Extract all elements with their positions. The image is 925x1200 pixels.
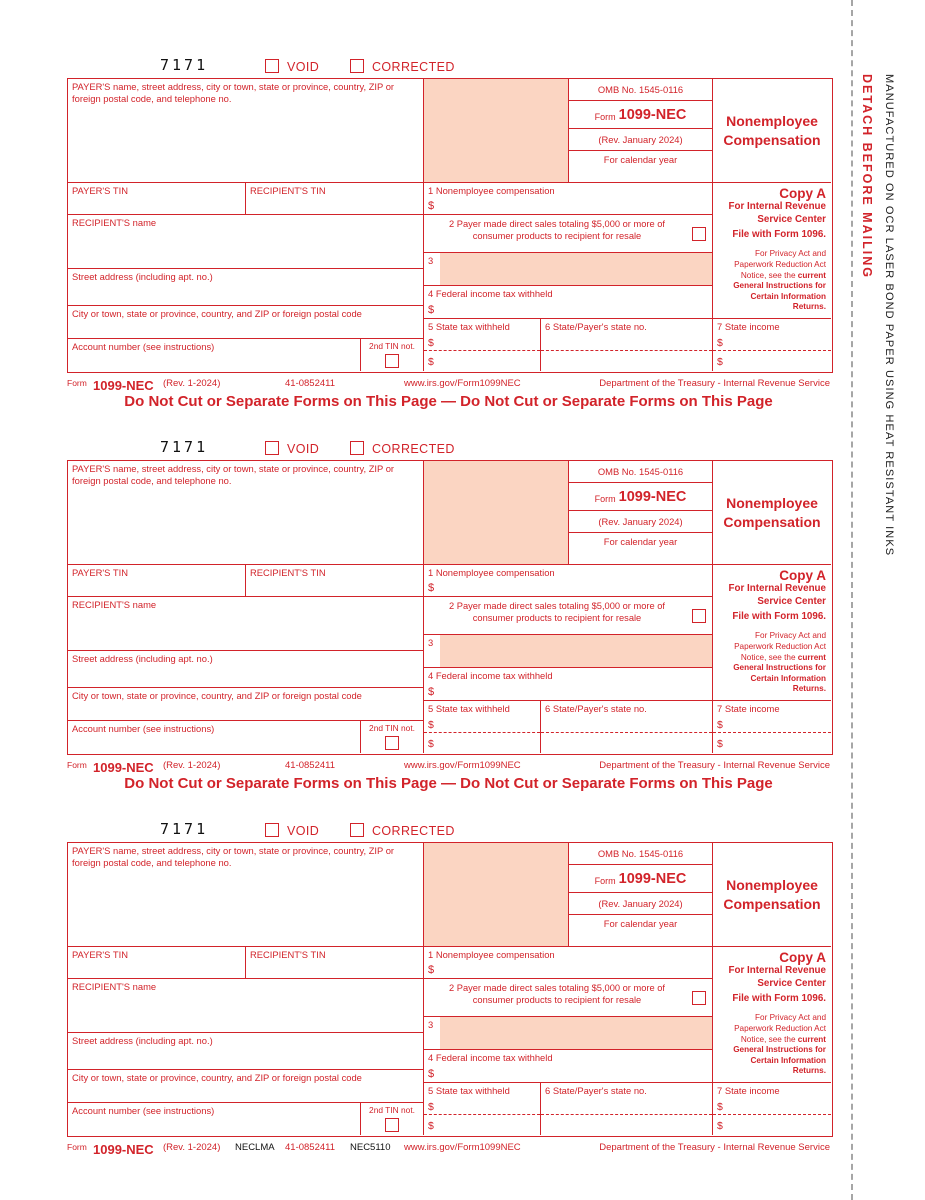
calendar-year-field[interactable] [569,151,713,183]
dollar-sign: $ [428,356,434,368]
city-state-zip-label: City or town, state or province, country, and ZIP or foreign postal code [72,1072,362,1083]
form-title-line2: Compensation [723,895,821,912]
form-header-row [67,56,830,78]
box6-state-payer-number-field[interactable] [541,1083,713,1135]
shaded-area-top [424,843,569,947]
do-not-cut-notice: Do Not Cut or Separate Forms on This Page — Do Not Cut or Separate Forms on This Page [124,775,773,792]
box5-state-tax-withheld-field[interactable] [424,1083,541,1135]
box6-label: 6 State/Payer's state no. [545,321,647,332]
state-income-row-1[interactable] [713,1096,831,1115]
box7-label: 7 State income [717,1085,780,1096]
dollar-sign: $ [428,1068,435,1080]
dollar-sign: $ [717,337,723,349]
form-header-row [67,438,830,460]
form-title-line1: Nonemployee [726,113,818,130]
footer-irs-url: www.irs.gov/Form1099NEC [404,760,521,771]
payer-tin-field[interactable] [68,183,246,215]
state-number-row-1[interactable] [541,332,712,351]
corrected-checkbox[interactable] [350,823,364,837]
state-income-row-1[interactable] [713,714,831,733]
payer-tin-label: PAYER'S TIN [72,185,128,196]
street-address-label: Street address (including apt. no.) [72,1035,213,1046]
box2-checkbox[interactable] [692,991,706,1005]
form-body [67,842,833,1137]
dollar-sign: $ [428,964,435,976]
state-number-row-2[interactable] [541,352,712,369]
box6-label: 6 State/Payer's state no. [545,1085,647,1096]
second-tin-notice-checkbox[interactable] [385,736,399,750]
paper-stock-notice-text: MANUFACTURED ON OCR LASER BOND PAPER USING HEAT RESISTANT INKS [883,74,895,557]
form-number: 1099-NEC [618,488,687,505]
ocr-form-code: 7171 [160,820,209,838]
dollar-sign: $ [428,1101,434,1113]
void-label: VOID [287,442,320,456]
corrected-label: CORRECTED [372,824,455,838]
account-number-field[interactable] [68,1103,361,1135]
recipient-tin-field[interactable] [246,565,424,597]
payer-tin-field[interactable] [68,565,246,597]
street-address-field[interactable] [68,269,424,306]
box3-reserved-cell [424,253,713,286]
copy-a-cell [713,947,831,1083]
state-tax-row-2[interactable] [424,352,540,369]
dollar-sign: $ [428,304,435,316]
recipient-tin-label: RECIPIENT'S TIN [250,185,326,196]
box6-label: 6 State/Payer's state no. [545,703,647,714]
box1-label: 1 Nonemployee compensation [428,567,555,578]
privacy-act-notice [718,631,826,695]
box1-nonemployee-compensation-field[interactable] [424,565,713,597]
city-state-zip-label: City or town, state or province, country, and ZIP or foreign postal code [72,308,362,319]
privacy-bold-text: current General Instructions for Certain Information Returns. [733,652,826,694]
recipient-name-label: RECIPIENT'S name [72,599,157,610]
street-address-label: Street address (including apt. no.) [72,271,213,282]
calendar-year-label: For calendar year [603,154,678,165]
form-word: Form [594,111,616,122]
revision-date: (Rev. January 2024) [598,516,683,527]
box5-state-tax-withheld-field[interactable] [424,319,541,371]
payer-tin-label: PAYER'S TIN [72,567,128,578]
footer-form-number: 1099-NEC [93,378,154,393]
ocr-form-code: 7171 [160,438,209,456]
second-tin-notice-label: 2nd TIN not. [369,341,415,351]
dollar-sign: $ [428,337,434,349]
omb-number-cell [569,843,713,865]
second-tin-notice-label: 2nd TIN not. [369,723,415,733]
second-tin-notice-cell [361,1103,424,1135]
state-number-row-1[interactable] [541,1096,712,1115]
box2-checkbox[interactable] [692,227,706,241]
payer-info-field[interactable] [68,79,424,183]
footer-treasury-dept: Department of the Treasury - Internal Revenue Service [599,1142,830,1153]
void-label: VOID [287,60,320,74]
state-income-row-1[interactable] [713,332,831,351]
dollar-sign: $ [717,356,723,368]
footer-cat-number: 41-0852411 [285,1142,336,1153]
account-number-label: Account number (see instructions) [72,1105,215,1116]
state-tax-row-1[interactable] [424,714,540,733]
privacy-act-notice [718,249,826,313]
form-1099nec-copy-a [0,438,851,820]
street-address-label: Street address (including apt. no.) [72,653,213,664]
footer-treasury-dept: Department of the Treasury - Internal Revenue Service [599,760,830,771]
footer-form-number: 1099-NEC [93,760,154,775]
recipient-tin-field[interactable] [246,947,424,979]
dollar-sign: $ [428,686,435,698]
state-number-row-2[interactable] [541,1116,712,1133]
box2-direct-sales-cell [424,215,713,253]
form-1099nec-copy-a [0,820,851,1200]
state-number-row-1[interactable] [541,714,712,733]
state-tax-row-2[interactable] [424,734,540,751]
dollar-sign: $ [428,719,434,731]
calendar-year-field[interactable] [569,533,713,565]
account-number-label: Account number (see instructions) [72,341,215,352]
payer-tin-field[interactable] [68,947,246,979]
payer-info-label: PAYER'S name, street address, city or town, state or province, country, ZIP or foreign postal code, and telephone no. [72,845,395,868]
perforation-line [851,0,853,1200]
city-state-zip-field[interactable] [68,306,424,339]
footer-treasury-dept: Department of the Treasury - Internal Revenue Service [599,378,830,389]
form-number: 1099-NEC [618,870,687,887]
dollar-sign: $ [717,738,723,750]
void-checkbox[interactable] [265,441,279,455]
form-body [67,78,833,373]
form-footer [67,1138,830,1157]
recipient-tin-label: RECIPIENT'S TIN [250,949,326,960]
privacy-plain-text: For Privacy Act and Paperwork Reduction Act Notice, see the [734,249,826,280]
account-number-label: Account number (see instructions) [72,723,215,734]
privacy-bold-text: current General Instructions for Certain Information Returns. [733,270,826,312]
footer-revision: (Rev. 1-2024) [163,1142,221,1153]
state-income-row-2[interactable] [713,734,831,751]
box1-nonemployee-compensation-field[interactable] [424,947,713,979]
privacy-bold-text: current General Instructions for Certain Information Returns. [733,1034,826,1076]
omb-number-cell [569,461,713,483]
corrected-label: CORRECTED [372,442,455,456]
state-tax-row-2[interactable] [424,1116,540,1133]
box4-label: 4 Federal income tax withheld [428,288,553,299]
second-tin-notice-checkbox[interactable] [385,354,399,368]
dollar-sign: $ [717,1120,723,1132]
form-word: Form [594,493,616,504]
revision-date-cell [569,129,713,151]
file-with-1096-label: File with Form 1096. [732,611,826,623]
revision-date: (Rev. January 2024) [598,134,683,145]
payer-info-field[interactable] [68,461,424,565]
box4-label: 4 Federal income tax withheld [428,1052,553,1063]
do-not-cut-notice: Do Not Cut or Separate Forms on This Page — Do Not Cut or Separate Forms on This Page [124,393,773,410]
box7-state-income-field[interactable] [713,1083,831,1135]
account-number-field[interactable] [68,339,361,371]
state-income-row-2[interactable] [713,1116,831,1133]
ocr-form-code: 7171 [160,56,209,74]
box7-label: 7 State income [717,703,780,714]
state-tax-row-1[interactable] [424,332,540,351]
omb-number: OMB No. 1545-0116 [597,848,684,859]
recipient-name-label: RECIPIENT'S name [72,217,157,228]
box6-state-payer-number-field[interactable] [541,319,713,371]
box5-label: 5 State tax withheld [428,703,510,714]
copy-a-label: Copy A [779,568,826,583]
box3-reserved-cell [424,635,713,668]
form-1099nec-copy-a [0,56,851,438]
footer-cat-number: 41-0852411 [285,378,336,389]
for-irs-line1: For Internal Revenue [728,583,826,594]
dollar-sign: $ [717,1101,723,1113]
for-irs-line1: For Internal Revenue [728,201,826,212]
box6-state-payer-number-field[interactable] [541,701,713,753]
file-with-1096-label: File with Form 1096. [732,993,826,1005]
second-tin-notice-cell [361,339,424,371]
box5-label: 5 State tax withheld [428,321,510,332]
city-state-zip-field[interactable] [68,1070,424,1103]
second-tin-notice-cell [361,721,424,753]
file-with-1096-label: File with Form 1096. [732,229,826,241]
dollar-sign: $ [428,582,435,594]
payer-info-label: PAYER'S name, street address, city or town, state or province, country, ZIP or foreign postal code, and telephone no. [72,81,395,104]
for-irs-line1: For Internal Revenue [728,965,826,976]
copy-a-cell [713,183,831,319]
state-tax-row-1[interactable] [424,1096,540,1115]
for-irs-line2: Service Center [757,213,826,225]
second-tin-notice-label: 2nd TIN not. [369,1105,415,1115]
footer-irs-url: www.irs.gov/Form1099NEC [404,1142,521,1153]
payer-tin-label: PAYER'S TIN [72,949,128,960]
box1-label: 1 Nonemployee compensation [428,949,555,960]
omb-number-cell [569,79,713,101]
box1-label: 1 Nonemployee compensation [428,185,555,196]
payer-info-label: PAYER'S name, street address, city or town, state or province, country, ZIP or foreign postal code, and telephone no. [72,463,395,486]
privacy-act-notice [718,1013,826,1077]
footer-revision: (Rev. 1-2024) [163,378,221,389]
recipient-name-field[interactable] [68,979,424,1033]
box4-federal-tax-withheld-field[interactable] [424,668,713,701]
omb-number: OMB No. 1545-0116 [597,84,684,95]
calendar-year-label: For calendar year [603,536,678,547]
footer-nec5110-code: NEC5110 [350,1142,391,1153]
footer-irs-url: www.irs.gov/Form1099NEC [404,378,521,389]
footer-form-word: Form [67,1142,87,1152]
box4-federal-tax-withheld-field[interactable] [424,1050,713,1083]
form-title-cell [713,461,831,565]
footer-form-number: 1099-NEC [93,1142,154,1157]
recipient-name-field[interactable] [68,215,424,269]
second-tin-notice-checkbox[interactable] [385,1118,399,1132]
copy-a-cell [713,565,831,701]
box1-nonemployee-compensation-field[interactable] [424,183,713,215]
box2-label: 2 Payer made direct sales totaling $5,000 or more of consumer products to recipient for resale [448,601,665,624]
state-number-row-2[interactable] [541,734,712,751]
footer-cat-number: 41-0852411 [285,760,336,771]
form-header-row [67,820,830,842]
box5-state-tax-withheld-field[interactable] [424,701,541,753]
revision-date-cell [569,511,713,533]
form-number: 1099-NEC [618,106,687,123]
corrected-checkbox[interactable] [350,59,364,73]
footer-neclma-code: NECLMA [235,1142,275,1153]
box3-label: 3 [428,1019,434,1030]
calendar-year-field[interactable] [569,915,713,947]
void-checkbox[interactable] [265,59,279,73]
copy-a-label: Copy A [779,186,826,201]
form-number-cell [569,865,713,893]
footer-form-word: Form [67,760,87,770]
form-title-line2: Compensation [723,513,821,530]
recipient-tin-label: RECIPIENT'S TIN [250,567,326,578]
box7-state-income-field[interactable] [713,701,831,753]
privacy-plain-text: For Privacy Act and Paperwork Reduction Act Notice, see the [734,1013,826,1044]
void-checkbox[interactable] [265,823,279,837]
box2-label: 2 Payer made direct sales totaling $5,000 or more of consumer products to recipient for resale [448,219,665,242]
revision-date-cell [569,893,713,915]
payer-info-field[interactable] [68,843,424,947]
box7-state-income-field[interactable] [713,319,831,371]
form-number-cell [569,483,713,511]
void-label: VOID [287,824,320,838]
box4-federal-tax-withheld-field[interactable] [424,286,713,319]
for-irs-line2: Service Center [757,595,826,607]
box3-reserved-cell [424,1017,713,1050]
state-income-row-2[interactable] [713,352,831,369]
footer-form-word: Form [67,378,87,388]
form-title-line1: Nonemployee [726,495,818,512]
detach-before-mailing-text: DETACH BEFORE MAILING [860,74,874,279]
box3-label: 3 [428,255,434,266]
box7-label: 7 State income [717,321,780,332]
box2-direct-sales-cell [424,979,713,1017]
form-number-cell [569,101,713,129]
recipient-name-label: RECIPIENT'S name [72,981,157,992]
privacy-plain-text: For Privacy Act and Paperwork Reduction Act Notice, see the [734,631,826,662]
footer-revision: (Rev. 1-2024) [163,760,221,771]
recipient-tin-field[interactable] [246,183,424,215]
form-title-line2: Compensation [723,131,821,148]
box2-label: 2 Payer made direct sales totaling $5,000 or more of consumer products to recipient for resale [448,983,665,1006]
calendar-year-label: For calendar year [603,918,678,929]
box2-checkbox[interactable] [692,609,706,623]
dollar-sign: $ [428,1120,434,1132]
form-body [67,460,833,755]
box2-direct-sales-cell [424,597,713,635]
form-footer [67,756,830,775]
box4-label: 4 Federal income tax withheld [428,670,553,681]
form-footer [67,374,830,393]
form-word: Form [594,875,616,886]
revision-date: (Rev. January 2024) [598,898,683,909]
copy-a-label: Copy A [779,950,826,965]
corrected-checkbox[interactable] [350,441,364,455]
recipient-name-field[interactable] [68,597,424,651]
account-number-field[interactable] [68,721,361,753]
form-title-cell [713,79,831,183]
city-state-zip-label: City or town, state or province, country, and ZIP or foreign postal code [72,690,362,701]
shaded-area-top [424,79,569,183]
omb-number: OMB No. 1545-0116 [597,466,684,477]
dollar-sign: $ [717,719,723,731]
for-irs-line2: Service Center [757,977,826,989]
shaded-area-top [424,461,569,565]
corrected-label: CORRECTED [372,60,455,74]
box5-label: 5 State tax withheld [428,1085,510,1096]
form-title-cell [713,843,831,947]
dollar-sign: $ [428,738,434,750]
street-address-field[interactable] [68,1033,424,1070]
form-title-line1: Nonemployee [726,877,818,894]
dollar-sign: $ [428,200,435,212]
city-state-zip-field[interactable] [68,688,424,721]
street-address-field[interactable] [68,651,424,688]
box3-label: 3 [428,637,434,648]
